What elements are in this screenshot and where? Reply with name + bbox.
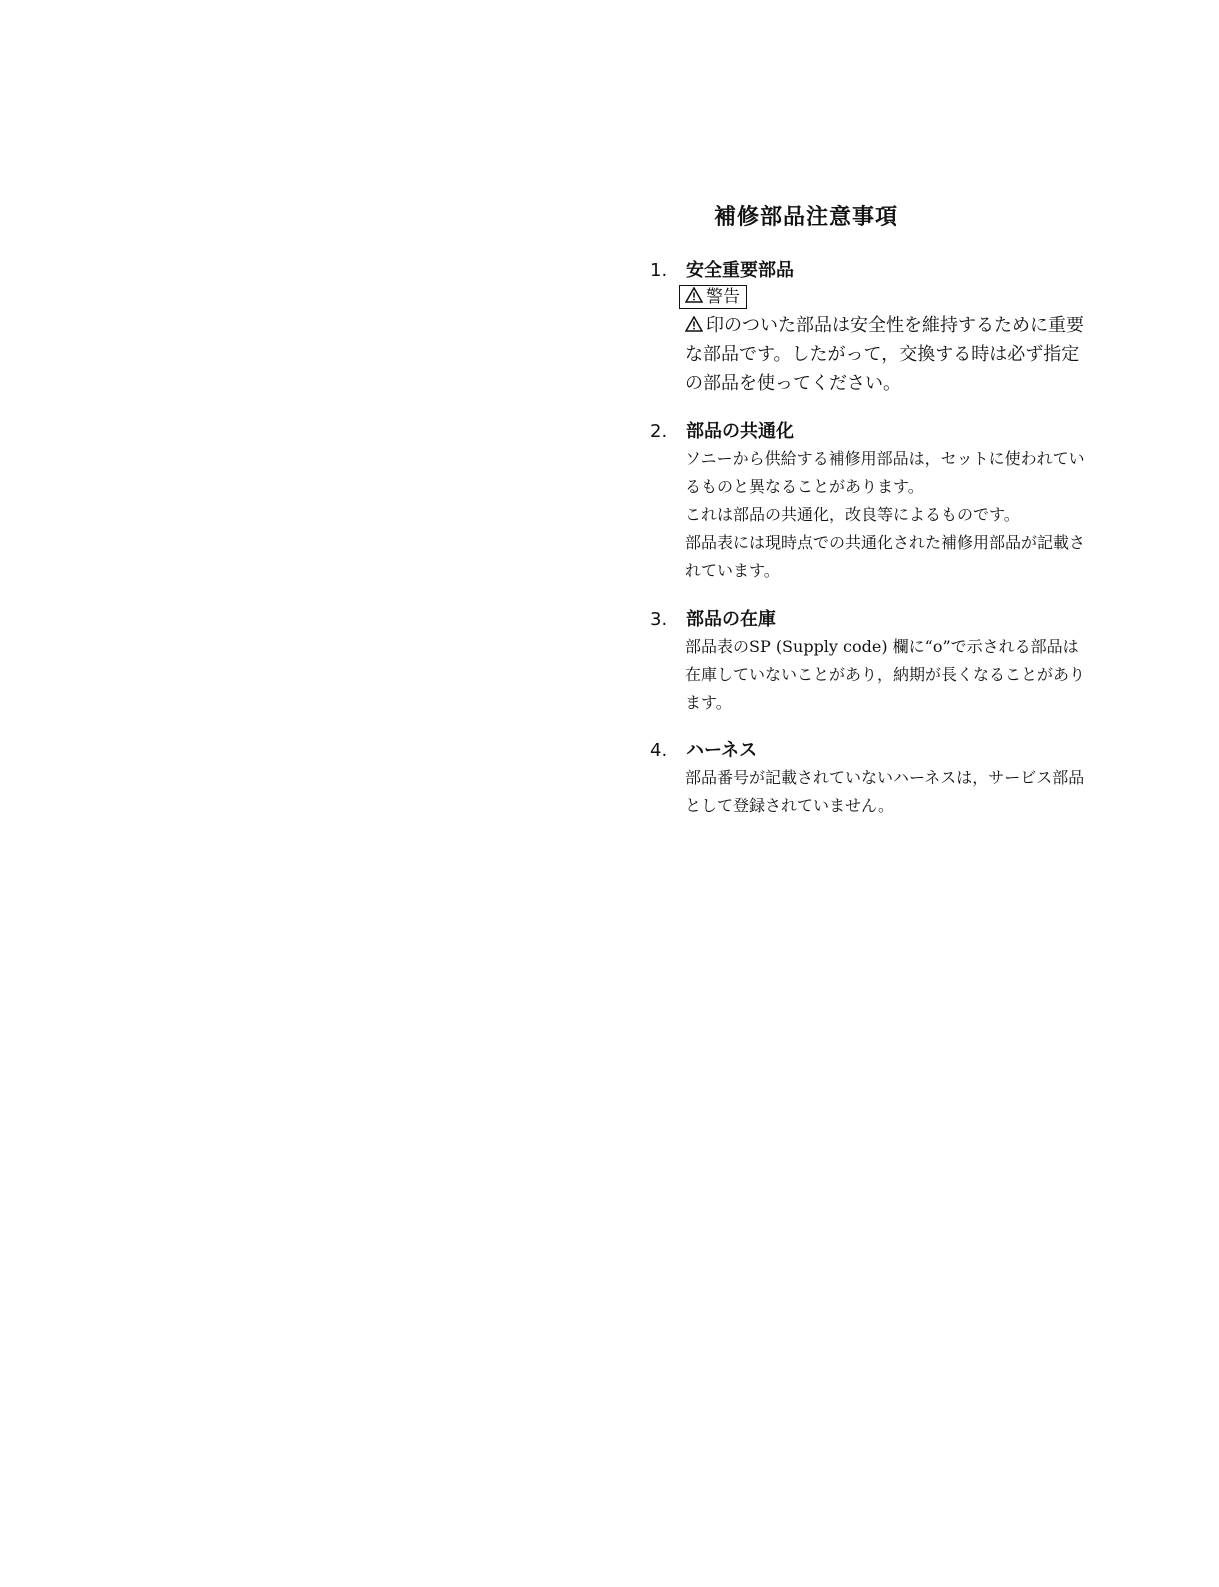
body-line: るものと異なることがあります。 — [685, 477, 924, 496]
section-heading — [650, 417, 1140, 443]
body-line: 部品表のSP (Supply code) 欄に“o”で示される部品は — [685, 637, 1079, 656]
section-title: 安全重要部品 — [686, 260, 794, 281]
section-parts-stock — [650, 605, 1140, 717]
section-heading — [650, 256, 1140, 282]
body-line-text: 印のついた部品は安全性を維持するために重要 — [706, 315, 1084, 336]
section-number: 1. — [650, 260, 668, 281]
section-parts-commonization — [650, 417, 1140, 585]
section-body — [685, 633, 1140, 717]
section-heading — [650, 605, 1140, 631]
section-title: 部品の在庫 — [686, 609, 776, 630]
body-line: ます。 — [685, 693, 732, 712]
body-line: な部品です。したがって，交換する時は必ず指定 — [685, 344, 1080, 365]
section-title: 部品の共通化 — [686, 421, 794, 442]
section-body — [685, 445, 1140, 585]
section-number: 2. — [650, 421, 668, 442]
section-body — [685, 282, 1140, 398]
section-safety-parts — [650, 256, 1140, 398]
warning-label-box — [679, 285, 747, 309]
body-line: 在庫していないことがあり，納期が長くなることがあり — [685, 665, 1086, 684]
body-line: 部品番号が記載されていないハーネスは，サービス部品 — [685, 768, 1085, 787]
body-line: ソニーから供給する補修用部品は，セットに使われてい — [685, 449, 1085, 468]
body-line: の部品を使ってください。 — [685, 373, 901, 394]
section-body — [685, 764, 1140, 820]
page-title: 補修部品注意事項 — [714, 205, 899, 230]
section-harness — [650, 736, 1140, 820]
section-title: ハーネス — [686, 740, 758, 761]
section-number: 3. — [650, 609, 668, 630]
warning-label: 警告 — [706, 287, 740, 307]
body-line: これは部品の共通化，改良等によるものです。 — [685, 505, 1020, 524]
body-line: 部品表には現時点での共通化された補修用部品が記載さ — [685, 533, 1086, 552]
section-number: 4. — [650, 740, 668, 761]
body-line: れています。 — [685, 561, 780, 580]
body-line — [685, 311, 1140, 340]
warning-triangle-icon — [685, 316, 703, 332]
warning-triangle-icon — [685, 287, 703, 303]
body-line: として登録されていません。 — [685, 796, 894, 815]
section-heading — [650, 736, 1140, 762]
